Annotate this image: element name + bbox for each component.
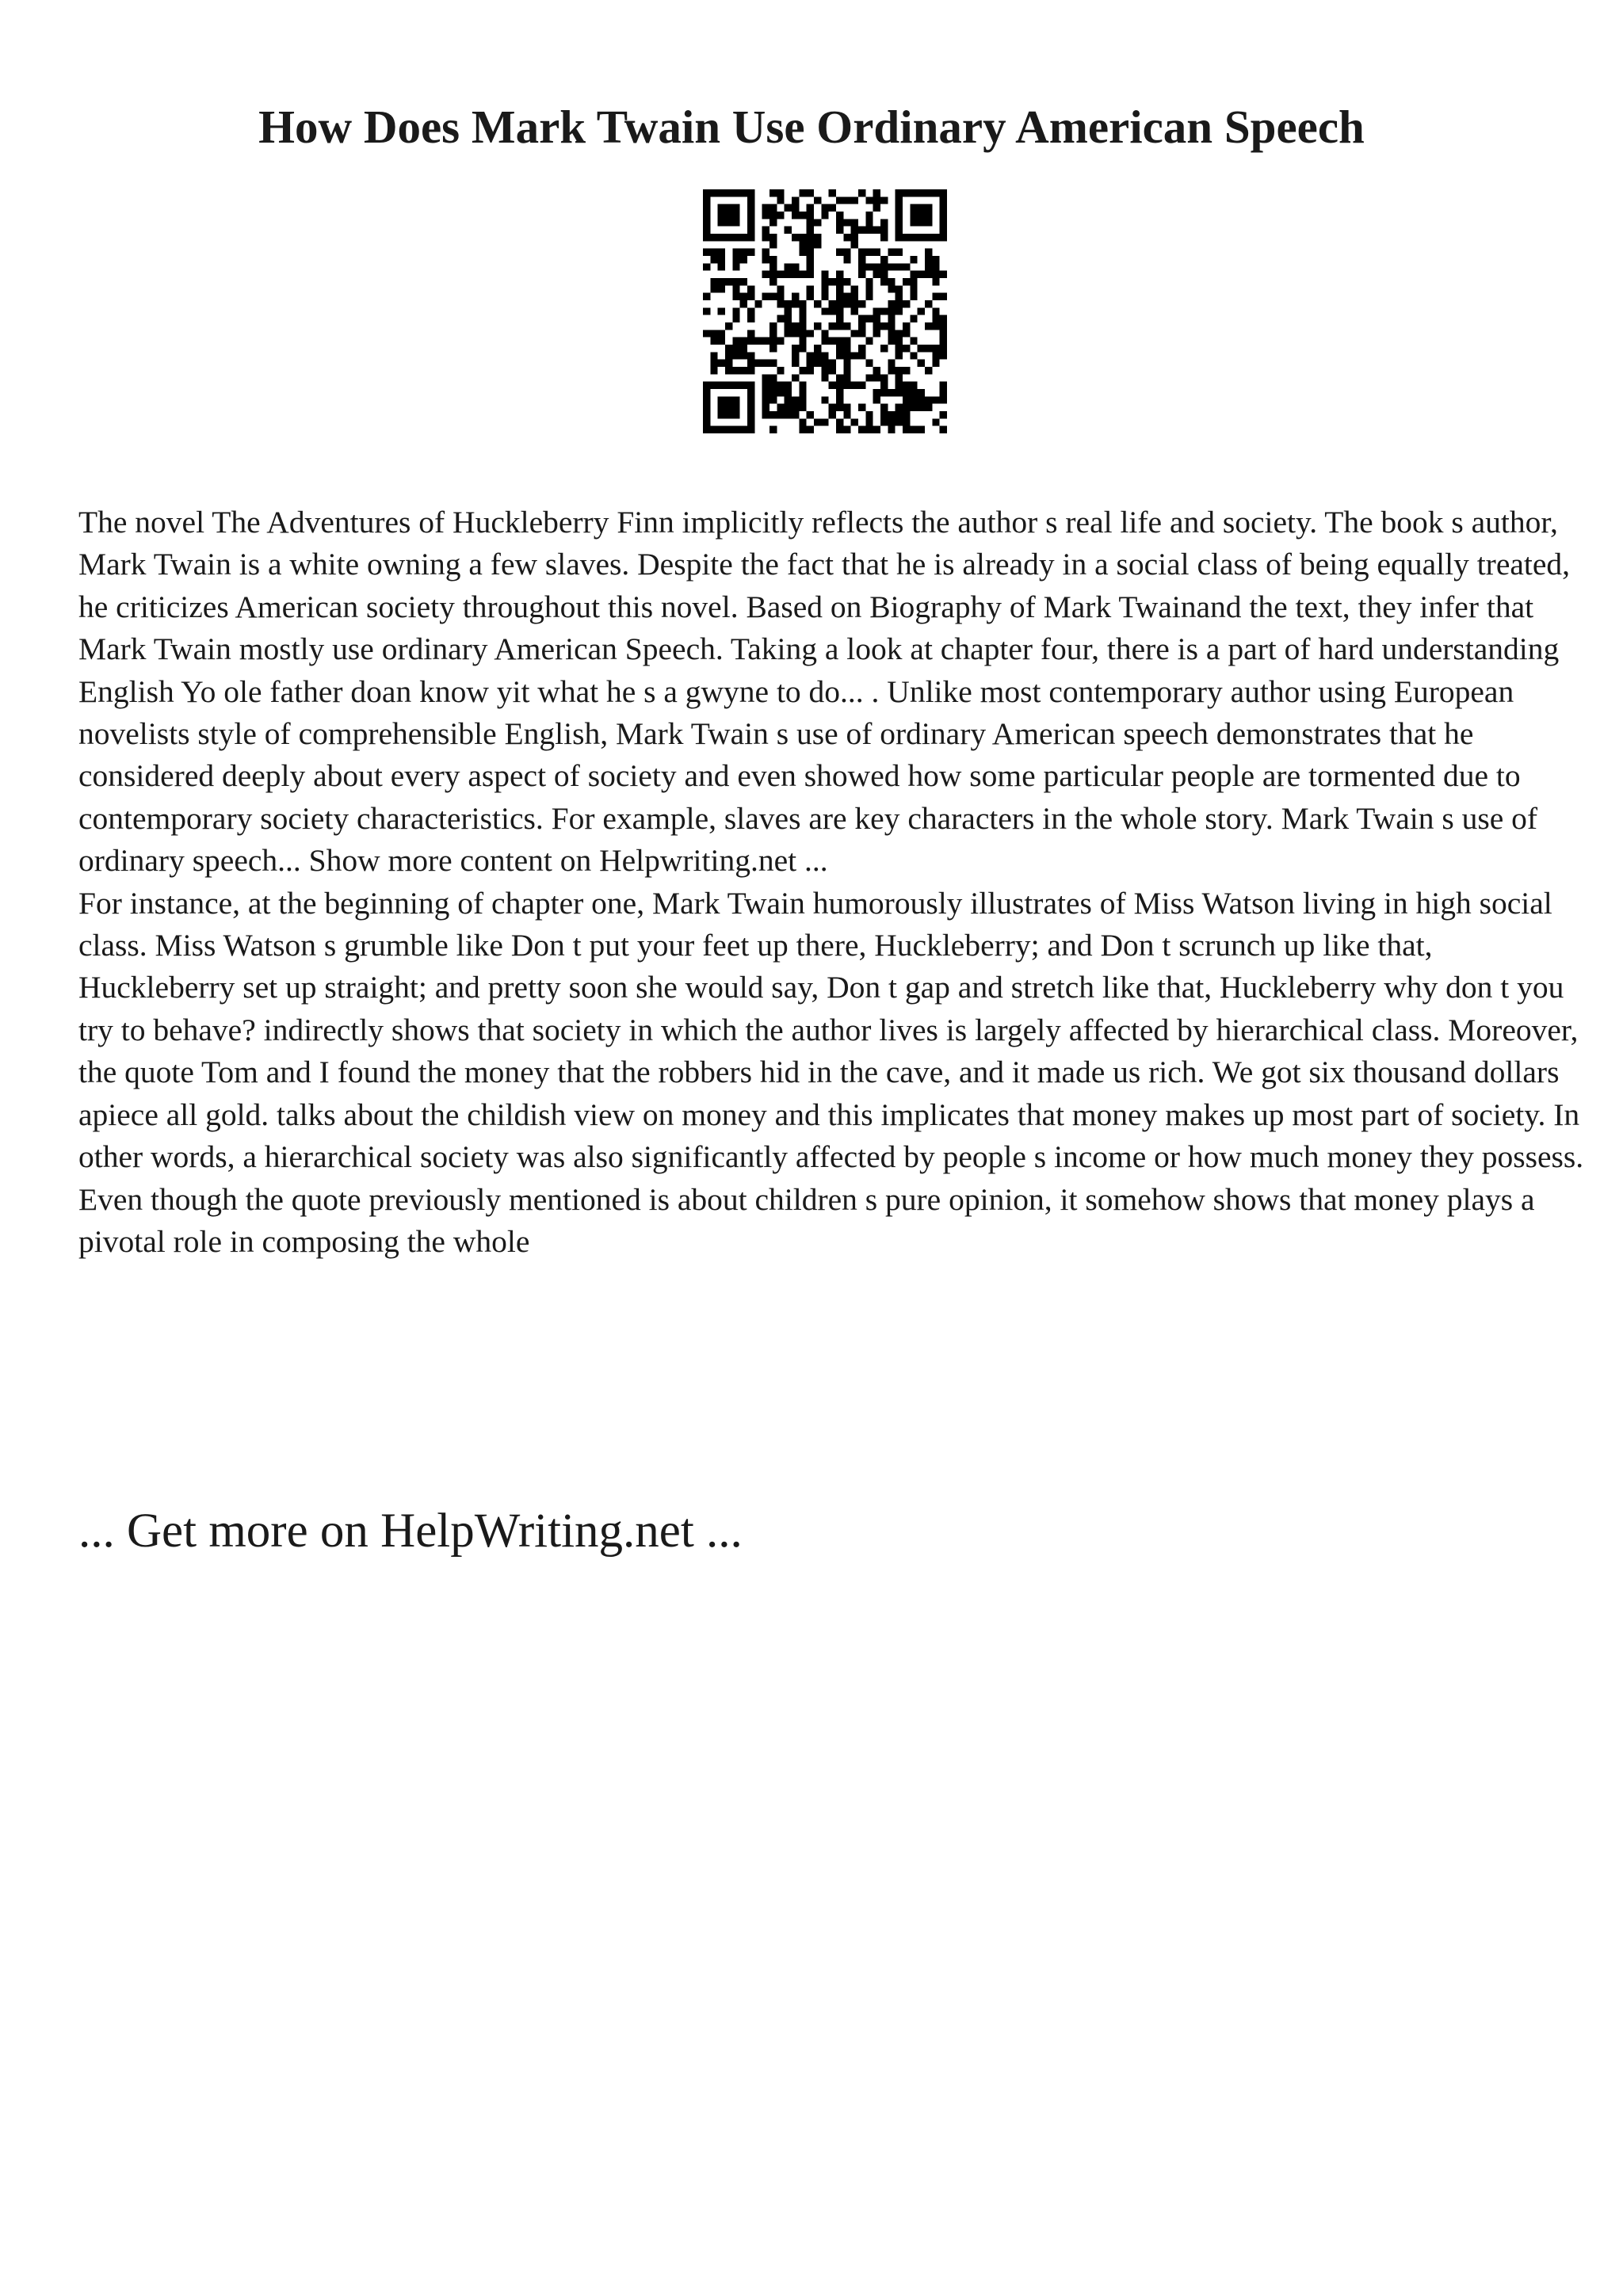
document-body <box>78 502 1584 1263</box>
qr-code-graphic <box>703 189 947 433</box>
qr-code-icon <box>703 189 947 433</box>
document-title: How Does Mark Twain Use Ordinary American Speech <box>258 101 1365 153</box>
paragraph-2: For instance, at the beginning of chapter one, Mark Twain humorously illustrates of Miss Watson living in high social class. Miss Watson s grumble like Don t put your feet up there, Huckleberry; and Don t scrunch up like that, Huckleberry set up straight; and pretty soon she would say, Don t gap and stretch like that, Huckleberry why don t you try to behave? indirectly shows that society in which the author lives is largely affected by hierarchical class. Moreover, the quote Tom and I found the money that the robbers hid in the cave, and it made us rich. We got six thousand dollars apiece all gold. talks about the childish view on money and this implicates that money makes up most part of society. In other words, a hierarchical society was also significantly affected by people s income or how much money they possess. Even though the quote previously mentioned is about children s pure opinion, it somehow shows that money plays a pivotal role in composing the whole <box>78 885 1584 1259</box>
footer-link-text[interactable]: ... Get more on HelpWriting.net ... <box>78 1505 743 1558</box>
paragraph-1: The novel The Adventures of Huckleberry Finn implicitly reflects the author s real life and society. The book s author, Mark Twain is a white owning a few slaves. Despite the fact that he is already in a social class of being equally treated, he criticizes American society throughout this novel. Based on Biography of Mark Twainand the text, they infer that Mark Twain mostly use ordinary American Speech. Taking a look at chapter four, there is a part of hard understanding English Yo ole father doan know yit what he s a gwyne to do... . Unlike most contemporary author using European novelists style of comprehensible English, Mark Twain s use of ordinary American speech demonstrates that he considered deeply about every aspect of society and even showed how some particular people are tormented due to contemporary society characteristics. For example, slaves are key characters in the whole story. Mark Twain s use of ordinary speech... Show more content on Helpwriting.net ... <box>78 505 1571 879</box>
